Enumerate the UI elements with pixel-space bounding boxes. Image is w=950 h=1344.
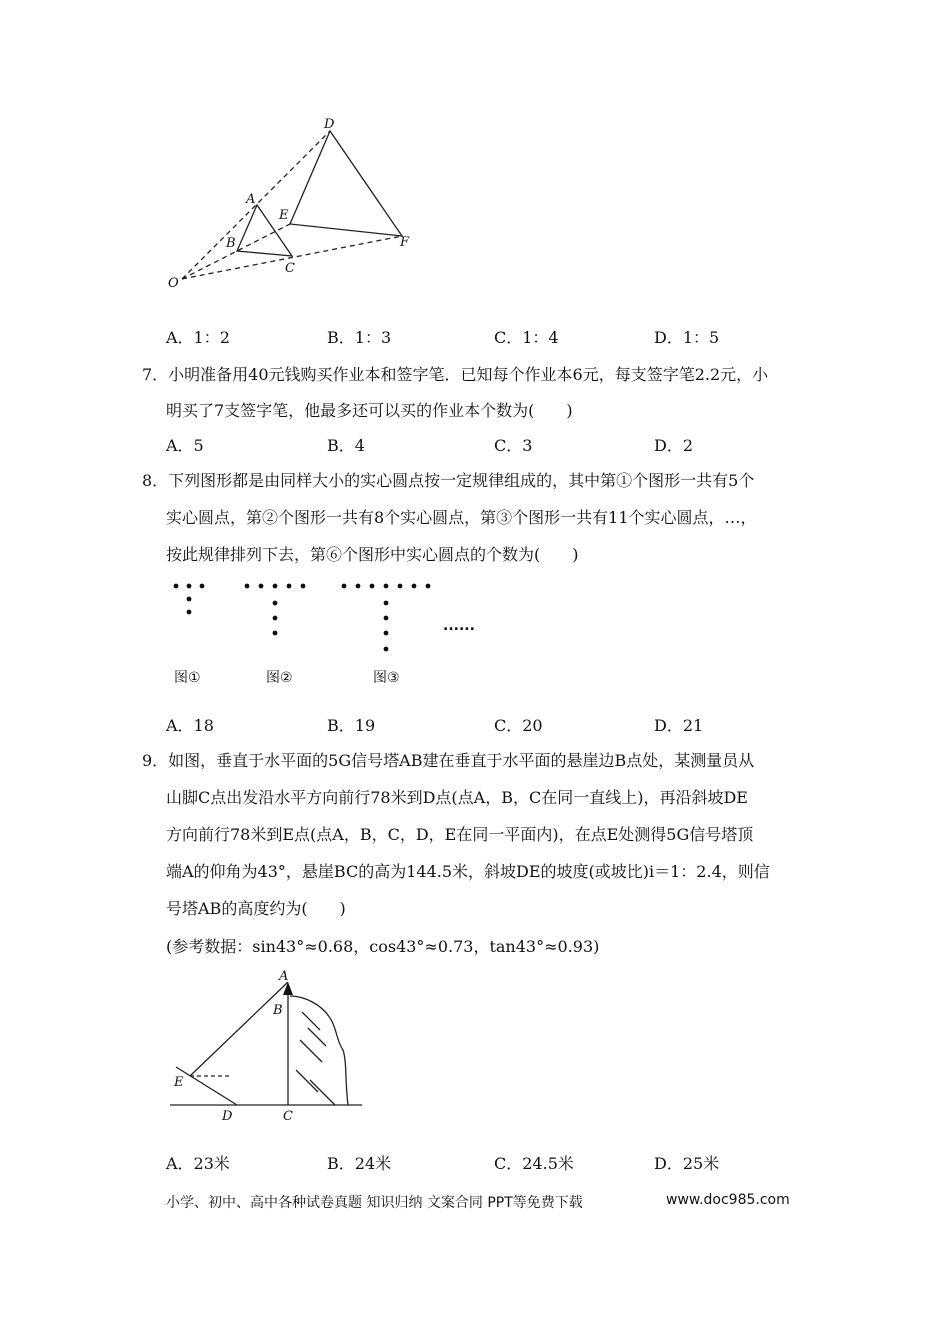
q6-option-d[interactable]: D．1：5: [654, 328, 720, 347]
q9-text-line4: 端A的仰角为43°，悬崖BC的高为144.5米，斜坡DE的坡度(或坡比)i＝1：2.4，则信: [166, 862, 770, 881]
q6-option-a[interactable]: A．1：2: [166, 328, 230, 347]
label-d: D: [222, 1109, 233, 1124]
label-o: O: [168, 276, 179, 291]
label-e: E: [174, 1075, 184, 1090]
label-b: B: [273, 1003, 283, 1018]
label-f: F: [400, 235, 410, 250]
q8-option-c[interactable]: C．20: [494, 716, 543, 735]
footer-url[interactable]: www.doc985.com: [666, 1192, 790, 1208]
label-c: C: [285, 261, 295, 276]
figure-caption-1: 图①: [174, 670, 201, 686]
q8-text-line3: 按此规律排列下去，第⑥个图形中实心圆点的个数为( ): [166, 545, 579, 564]
q7-text-line1: 7．小明准备用40元钱购买作业本和签字笔．已知每个作业本6元，每支签字笔2.2元，小: [142, 365, 769, 384]
q9-text-line1: 9．如图，垂直于水平面的5G信号塔AB建在垂直于水平面的悬崖边B点处，某测量员从: [142, 751, 755, 770]
triangle-def: [290, 131, 402, 236]
q7-option-c[interactable]: C．3: [494, 436, 533, 455]
q8-text-line1: 8．下列图形都是由同样大小的实心圆点按一定规律组成的，其中第①个图形一共有5个: [142, 471, 755, 490]
slope-de: [176, 1067, 237, 1105]
figure-caption-2: 图②: [266, 670, 293, 686]
q7-option-a[interactable]: A．5: [166, 436, 204, 455]
q7-option-b[interactable]: B．4: [327, 436, 365, 455]
cliff-hatch-1: [296, 1012, 335, 1105]
q6-option-b[interactable]: B．1：3: [327, 328, 392, 347]
label-d: D: [324, 117, 335, 132]
dashed-line-od: [182, 131, 330, 279]
q8-option-a[interactable]: A．18: [166, 716, 214, 735]
label-e: E: [279, 208, 289, 223]
q9-text-line3: 方向前行78米到E点(点A，B，C，D，E在同一平面内)，在点E处测得5G信号塔顶: [166, 825, 754, 844]
q7-option-d[interactable]: D．2: [654, 436, 694, 455]
signal-tower-figure: [165, 965, 370, 1125]
q9-option-d[interactable]: D．25米: [654, 1154, 720, 1173]
q8-text-line2: 实心圆点，第②个图形一共有8个实心圆点，第③个图形一共有11个实心圆点，…，: [166, 508, 757, 527]
q9-option-c[interactable]: C．24.5米: [494, 1154, 574, 1173]
label-a: A: [279, 969, 289, 984]
footer-text: 小学、初中、高中各种试卷真题 知识归纳 文案合同 PPT等免费下载: [166, 1195, 583, 1211]
dashed-line-oe: [182, 224, 290, 279]
dots-ellipsis: ......: [443, 618, 475, 634]
q9-option-a[interactable]: A．23米: [166, 1154, 230, 1173]
q8-option-d[interactable]: D．21: [654, 716, 704, 735]
figure-caption-3: 图③: [373, 670, 400, 686]
q9-text-line5: 号塔AB的高度约为( ): [166, 899, 346, 918]
q9-reference-data: (参考数据：sin43°≈0.68，cos43°≈0.73，tan43°≈0.93): [166, 937, 600, 956]
sight-line-ea: [190, 982, 288, 1076]
q6-option-c[interactable]: C．1：4: [494, 328, 559, 347]
label-a: A: [246, 192, 256, 207]
homothety-triangle-figure: [160, 110, 430, 300]
q9-option-b[interactable]: B．24米: [327, 1154, 392, 1173]
q7-text-line2: 明买了7支签字笔，他最多还可以买的作业本个数为( ): [166, 401, 573, 420]
dot-pattern-figure: [160, 575, 490, 665]
q9-text-line2: 山脚C点出发沿水平方向前行78米到D点(点A，B，C在同一直线上)，再沿斜坡DE: [166, 788, 748, 807]
label-c: C: [283, 1109, 293, 1124]
q8-option-b[interactable]: B．19: [327, 716, 376, 735]
label-b: B: [226, 236, 236, 251]
